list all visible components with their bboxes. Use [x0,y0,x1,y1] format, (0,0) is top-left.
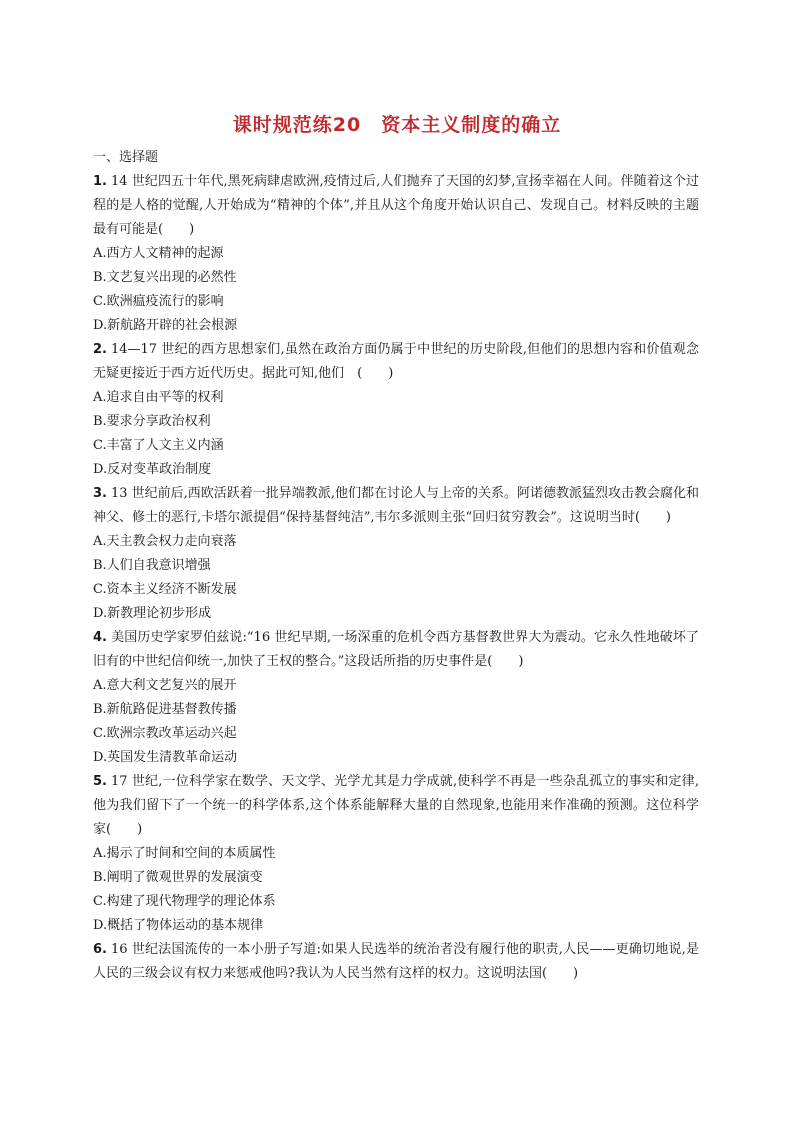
question-number: 1. [93,174,107,189]
question-text: 17 世纪,一位科学家在数学、天文学、光学尤其是力学成就,使科学不再是一些杂乱孤立的事实和定律,他为我们留下了一个统一的科学体系,这个体系能解释大量的自然现象,也能用来作准确的预测。这位科学家( ) [93,774,699,837]
question-stem [93,482,699,530]
option-a: A.追求自由平等的权利 [93,390,224,405]
section-heading: 一、选择题 [93,150,159,165]
question-number: 3. [93,486,107,501]
option-a: A.西方人文精神的起源 [93,246,224,261]
option-b: B.阐明了微观世界的发展演变 [93,870,263,885]
option-b: B.人们自我意识增强 [93,558,211,573]
question-5 [93,770,699,938]
option-b: B.要求分享政治权利 [93,414,211,429]
question-number: 5. [93,774,107,789]
question-6 [93,938,699,986]
question-stem [93,938,699,986]
page-title: 课时规范练20 资本主义制度的确立 [232,114,562,136]
question-text: 14 世纪四五十年代,黑死病肆虐欧洲,疫情过后,人们抛弃了天国的幻梦,宣扬幸福在人间。伴随着这个过程的是人格的觉醒,人开始成为“精神的个体”,并且从这个角度开始认识自己、发现自己。材料反映的主题最有可能是( ) [93,174,699,237]
option-a: A.意大利文艺复兴的展开 [93,678,237,693]
option-c: C.欧洲瘟疫流行的影响 [93,294,224,309]
question-stem [93,170,699,242]
question-list [93,146,699,986]
option-c: C.资本主义经济不断发展 [93,582,237,597]
option-d: D.英国发生清教革命运动 [93,750,238,765]
option-d: D.新航路开辟的社会根源 [93,318,238,333]
option-d: D.概括了物体运动的基本规律 [93,918,264,933]
option-c: C.欧洲宗教改革运动兴起 [93,726,237,741]
option-a: A.揭示了时间和空间的本质属性 [93,846,276,861]
question-text: 14—17 世纪的西方思想家们,虽然在政治方面仍属于中世纪的历史阶段,但他们的思想内容和价值观念无疑更接近于西方近代历史。据此可知,他们 ( ) [93,342,699,381]
question-stem [93,770,699,842]
question-number: 2. [93,342,107,357]
option-a: A.天主教会权力走向衰落 [93,534,237,549]
option-b: B.新航路促进基督教传播 [93,702,237,717]
question-stem [93,338,699,386]
option-d: D.新教理论初步形成 [93,606,212,621]
question-text: 13 世纪前后,西欧活跃着一批异端教派,他们都在讨论人与上帝的关系。阿诺德教派猛烈攻击教会腐化和神父、修士的恶行,卡塔尔派提倡“保持基督纯洁”,韦尔多派则主张“回归贫穷教会”。这说明当时( ) [93,486,699,525]
option-c: C.丰富了人文主义内涵 [93,438,224,453]
question-2 [93,338,699,482]
option-d: D.反对变革政治制度 [93,462,212,477]
question-number: 6. [93,942,107,957]
option-c: C.构建了现代物理学的理论体系 [93,894,276,909]
question-number: 4. [93,630,107,645]
question-1 [93,170,699,338]
question-stem [93,626,699,674]
question-text: 16 世纪法国流传的一本小册子写道:如果人民选举的统治者没有履行他的职责,人民——更确切地说,是人民的三级会议有权力来惩戒他吗?我认为人民当然有这样的权力。这说明法国( ) [93,942,699,981]
question-text: 美国历史学家罗伯兹说:“16 世纪早期,一场深重的危机令西方基督教世界大为震动。它永久性地破坏了旧有的中世纪信仰统一,加快了王权的整合。”这段话所指的历史事件是( ) [93,630,699,669]
question-3 [93,482,699,626]
option-b: B.文艺复兴出现的必然性 [93,270,237,285]
question-4 [93,626,699,770]
